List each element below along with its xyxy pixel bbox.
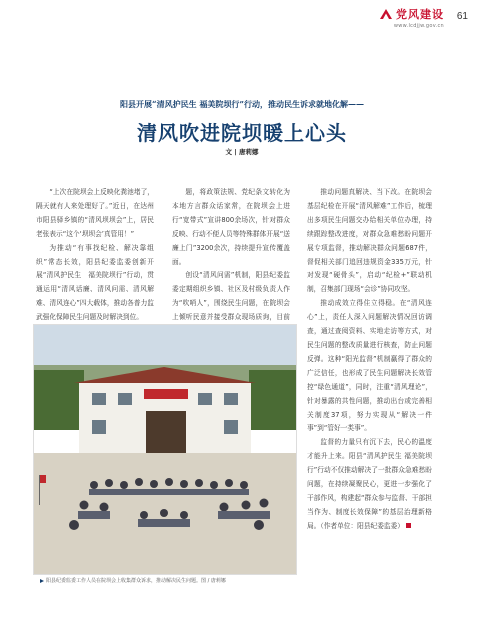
logo-icon (379, 8, 393, 20)
photo-trees-left (34, 370, 84, 430)
photo-doorway (146, 411, 186, 453)
article-author: 文 | 唐莉娜 (225, 148, 259, 156)
end-of-article-icon (406, 523, 411, 528)
article-photo (33, 324, 297, 575)
paragraph: 推动成效立得住立得稳。在“清风连心”上，责任人深入问题解决情况回访调查，通过查阅资料、实地走访等方式，对民生问题的整改质量进行核查，防止问题反弹。这种“阳光监督”机制赢得了群众的广泛信任，也形成了民生问题解决长效管控“绿色通道”，同时，注重“清风理论”，针对暴露的共性问题，推动出台或完善相关制度37项，努力实现从“解决一件事”到“管好一类事”。 (307, 299, 432, 433)
photo-flag (40, 475, 46, 483)
paragraph: “上次在院坝会上反映化粪池堵了，隔天就有人来处理好了。”近日，在达州市阳县驿乡镇的“清风坝坝会”上，居民老张表示“这个‘坝坝会’真管用！” (36, 188, 154, 238)
page-number: 61 (456, 11, 468, 22)
magazine-logo (379, 6, 444, 29)
photo-red-banner (144, 389, 188, 399)
caption-marker-icon (40, 579, 44, 583)
article-headline: 清风吹进院坝暖上心头 (137, 121, 347, 145)
photo-illustration (34, 325, 296, 574)
photo-flagpole (39, 475, 40, 505)
photo-caption-text: 阳县纪委监委工作人员在院坝会上收集群众诉求，推动解决民生问题。图 / 唐莉娜 (46, 578, 226, 584)
paragraph: 推动问题真解决、当下改。在院坝会基层纪检在开展“清风解难”工作后，梳理出多项民生问题交办给相关单位办理，持续跟踪整改进度，对群众急难愁盼问题开展专项监督，推动解决群众问题687件，督促相关部门追回违规资金335万元，针对发现“硬骨头”，启动“纪检+”联动机制，召集部门现场“会诊”协同攻坚。 (307, 188, 432, 294)
paragraph: 创设“清风问需”机制，阳县纪委监委定期组织乡镇、社区及村级负责人作为“吹哨人”，围绕民生问题，在院坝会上倾听民意并接受群众现场质询，目前 (172, 271, 290, 322)
paragraph-last (307, 436, 432, 533)
logo-url: www.lcdjjw.gov.cn (393, 23, 444, 29)
article-kicker: 阳县开展“清风护民生 福美院坝行”行动，推动民生诉求就地化解—— (120, 99, 364, 109)
logo-text: 党风建设 (396, 8, 444, 21)
photo-caption (40, 577, 312, 584)
paragraph: 题，将政策法规、党纪条文转化为本地方言群众话家常，在院坝会上进行“宽带式”宣讲800余场次，针对群众反映、行动不便人员等特殊群体开展“送廉上门”3200余次，持续提升宣传覆盖面。 (172, 188, 290, 266)
text-column-3 (307, 186, 432, 534)
paragraph-text: 监督的力量只有沉下去，民心的温度才能升上来。阳县“清风护民生 福美院坝行”行动不仅推动解决了一批群众急难愁盼问题，在持续凝聚民心，更进一步强化了干部作风，构建起“群众参与监督、干部担当作为、制度长效保障”的基层治理新格局。（作者单位：阳县纪委监委） (307, 438, 432, 530)
paragraph: 为推动“有事找纪检、解决靠组织”常态长效，阳县纪委监委创新开展“清风护民生 福美院坝行”行动，贯通运用“清风话廉、清风问需、清风解难、清风连心”四大载体，推动各普力监武强化保障民生问题及时解决到位。 (36, 243, 154, 322)
photo-trees-right (249, 370, 296, 430)
